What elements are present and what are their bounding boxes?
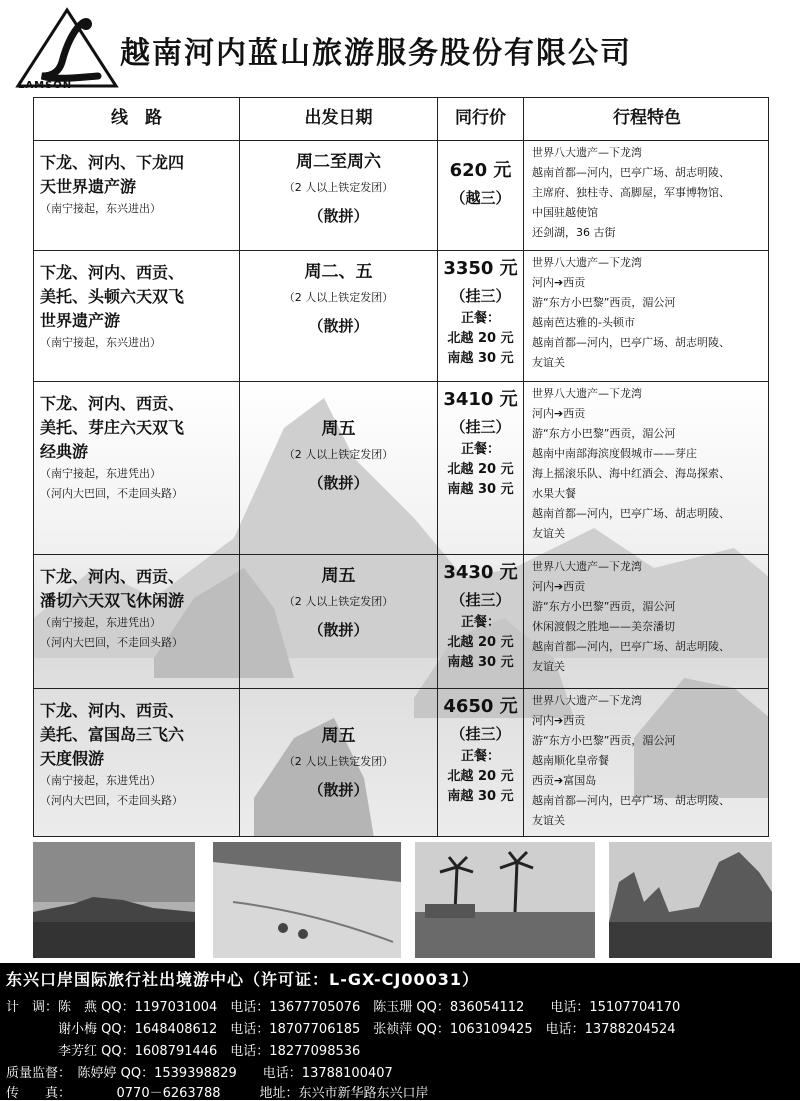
footer-line-5: 传 真： 0770－6263788 地址：东兴市新华路东兴口岸 — [6, 1086, 429, 1101]
price-type: （挂三） — [450, 418, 511, 436]
route-cell — [34, 689, 240, 837]
tour-row — [34, 381, 769, 554]
feature-line: 游“东方小巴黎”西贡，湄公河 — [532, 734, 676, 747]
footer-line-4: 质量监督： 陈婷婷 QQ：1539398829 电话：13788100407 — [6, 1066, 393, 1081]
departure-note: （2 人以上铁定发团） — [283, 755, 394, 768]
route-note: （河内大巴回，不走回头路） — [40, 636, 183, 649]
feature-line: 河内➔西贡 — [532, 580, 586, 593]
feature-line: 水果大餐 — [532, 487, 576, 500]
features-cell — [524, 689, 769, 837]
photo-island-sea — [33, 842, 195, 958]
features-cell — [524, 555, 769, 688]
feature-line: 越南首都—河内，巴亭广场、胡志明陵、 — [532, 640, 730, 653]
photo-halong-karsts — [609, 842, 772, 958]
meal-price-note: 北越 20 元 — [447, 331, 514, 346]
meal-price-note: 北越 20 元 — [447, 462, 514, 477]
feature-line: 西贡➔富国岛 — [532, 774, 597, 787]
price-type: （挂三） — [450, 287, 511, 305]
meal-price-note: 南越 30 元 — [447, 351, 514, 366]
feature-line: 越南中南部海滨度假城市——芽庄 — [532, 447, 697, 460]
features-cell — [524, 141, 769, 250]
meal-price-note: 南越 30 元 — [447, 655, 514, 670]
feature-line: 主席府、独柱寺、高脚屋，军事博物馆、 — [532, 186, 730, 199]
route-name-line: 下龙、河内、下龙四 — [40, 153, 185, 172]
departure-note: （2 人以上铁定发团） — [283, 181, 394, 194]
route-cell — [34, 251, 240, 381]
feature-line: 世界八大遗产—下龙湾 — [532, 387, 642, 400]
header — [0, 0, 800, 96]
date-cell — [240, 141, 438, 250]
feature-line: 越南首都—河内，巴亭广场、胡志明陵、 — [532, 336, 730, 349]
price-value: 620 元 — [449, 160, 512, 181]
feature-line: 河内➔西贡 — [532, 714, 586, 727]
date-cell — [240, 689, 438, 837]
tour-row — [34, 688, 769, 837]
price-cell — [438, 555, 524, 688]
price-cell — [438, 141, 524, 250]
price-value: 3410 元 — [443, 389, 518, 410]
route-name-line: 天世界遗产游 — [40, 177, 137, 196]
meal-price-note: 北越 20 元 — [447, 635, 514, 650]
meal-price-note: 正餐： — [460, 749, 500, 764]
price-value: 3430 元 — [443, 562, 518, 583]
meal-price-note: 正餐： — [460, 311, 500, 326]
photo-palm-resort — [415, 842, 595, 958]
feature-line: 友谊关 — [532, 356, 565, 369]
feature-line: 游“东方小巴黎”西贡，湄公河 — [532, 427, 676, 440]
departure-days: 周五 — [321, 566, 356, 586]
departure-days: 周二至周六 — [296, 152, 381, 172]
meal-price-note: 南越 30 元 — [447, 789, 514, 804]
departure-note: （2 人以上铁定发团） — [283, 291, 394, 304]
feature-line: 世界八大遗产—下龙湾 — [532, 560, 642, 573]
tour-type: （散拼） — [308, 474, 369, 492]
price-value: 3350 元 — [443, 258, 518, 279]
route-name-line: 美托、芽庄六天双飞 — [40, 418, 185, 437]
date-cell — [240, 382, 438, 554]
feature-line: 游“东方小巴黎”西贡，湄公河 — [532, 600, 676, 613]
feature-line: 越南首都—河内，巴亭广场、胡志明陵、 — [532, 794, 730, 807]
features-cell — [524, 251, 769, 381]
route-name-line: 世界遗产游 — [40, 311, 121, 330]
feature-line: 河内➔西贡 — [532, 276, 586, 289]
route-name-line: 下龙、河内、西贡、 — [40, 567, 185, 586]
date-cell — [240, 555, 438, 688]
footer — [0, 963, 800, 1100]
route-name-line: 下龙、河内、西贡、 — [40, 263, 185, 282]
route-name-line: 美托、富国岛三飞六 — [40, 725, 185, 744]
footer-title: 东兴口岸国际旅行社出境游中心（许可证：L-GX-CJ00031） — [6, 970, 480, 989]
feature-line: 休闲渡假之胜地——美奈潘切 — [532, 620, 675, 633]
date-cell — [240, 251, 438, 381]
feature-line: 越南顺化皇帝餐 — [532, 754, 609, 767]
tour-row — [34, 140, 769, 250]
tour-table — [33, 97, 769, 837]
route-cell — [34, 382, 240, 554]
meal-price-note: 正餐： — [460, 442, 500, 457]
departure-days: 周五 — [321, 726, 356, 746]
tour-type: （散拼） — [308, 621, 369, 639]
footer-line-2: 谢小梅 QQ：1648408612 电话：18707706185 张祯萍 QQ：1063109425 电话：13788204524 — [6, 1022, 676, 1037]
feature-line: 河内➔西贡 — [532, 407, 586, 420]
route-name-line: 潘切六天双飞休闲游 — [40, 591, 185, 610]
departure-note: （2 人以上铁定发团） — [283, 448, 394, 461]
route-cell — [34, 141, 240, 250]
route-note: （河内大巴回，不走回头路） — [40, 794, 183, 807]
departure-note: （2 人以上铁定发团） — [283, 595, 394, 608]
route-note: （南宁接起，东兴进出） — [40, 202, 161, 215]
price-cell — [438, 689, 524, 837]
departure-days: 周五 — [321, 419, 356, 439]
route-note: （南宁接起，东进凭出） — [40, 774, 161, 787]
route-cell — [34, 555, 240, 688]
route-name-line: 下龙、河内、西贡、 — [40, 394, 185, 413]
feature-line: 越南芭达雅的-头顿市 — [532, 316, 635, 329]
feature-line: 游“东方小巴黎”西贡，湄公河 — [532, 296, 676, 309]
logo-text: LAMSON — [18, 80, 73, 91]
header-price: 同行价 — [438, 98, 524, 140]
photo-fishing-boats — [213, 842, 401, 958]
feature-line: 世界八大遗产—下龙湾 — [532, 694, 642, 707]
meal-price-note: 南越 30 元 — [447, 482, 514, 497]
price-type: （挂三） — [450, 591, 511, 609]
price-type: （挂三） — [450, 725, 511, 743]
company-name: 越南河内蓝山旅游服务股份有限公司 — [120, 36, 632, 71]
price-cell — [438, 382, 524, 554]
table-header-row — [34, 98, 769, 140]
feature-line: 还剑湖，36 古街 — [532, 226, 616, 239]
tour-row — [34, 250, 769, 381]
header-route: 线 路 — [34, 98, 240, 140]
price-type: （越三） — [450, 189, 511, 207]
departure-days: 周二、五 — [304, 262, 373, 282]
route-name-line: 经典游 — [40, 442, 89, 461]
route-note: （南宁接起，东兴进出） — [40, 336, 161, 349]
route-note: （南宁接起，东进凭出） — [40, 467, 161, 480]
route-name-line: 天度假游 — [40, 749, 105, 768]
feature-line: 世界八大遗产—下龙湾 — [532, 256, 642, 269]
feature-line: 友谊关 — [532, 660, 565, 673]
feature-line: 海上摇滚乐队、海中红酒会、海岛探索、 — [532, 467, 730, 480]
meal-price-note: 正餐： — [460, 615, 500, 630]
features-cell — [524, 382, 769, 554]
route-name-line: 美托、头顿六天双飞 — [40, 287, 185, 306]
header-date: 出发日期 — [240, 98, 438, 140]
feature-line: 越南首都—河内，巴亭广场、胡志明陵、 — [532, 166, 730, 179]
tour-type: （散拼） — [308, 781, 369, 799]
price-value: 4650 元 — [443, 696, 518, 717]
feature-line: 中国驻越使馆 — [532, 206, 598, 219]
feature-line: 友谊关 — [532, 527, 565, 540]
photo-strip — [0, 842, 800, 962]
route-name-line: 下龙、河内、西贡、 — [40, 701, 185, 720]
footer-line-1: 计 调：陈 燕 QQ：1197031004 电话：13677705076 陈玉珊 QQ：836054112 电话：15107704170 — [6, 1000, 681, 1015]
tour-type: （散拼） — [308, 207, 369, 225]
feature-line: 世界八大遗产—下龙湾 — [532, 146, 642, 159]
tour-type: （散拼） — [308, 317, 369, 335]
header-features: 行程特色 — [613, 108, 681, 128]
feature-line: 越南首都—河内，巴亭广场、胡志明陵、 — [532, 507, 730, 520]
meal-price-note: 北越 20 元 — [447, 769, 514, 784]
route-note: （河内大巴回，不走回头路） — [40, 487, 183, 500]
feature-line: 友谊关 — [532, 814, 565, 827]
route-note: （南宁接起，东进凭出） — [40, 616, 161, 629]
price-cell — [438, 251, 524, 381]
tour-row — [34, 554, 769, 688]
footer-line-3: 李芳红 QQ：1608791446 电话：18277098536 — [6, 1044, 361, 1059]
